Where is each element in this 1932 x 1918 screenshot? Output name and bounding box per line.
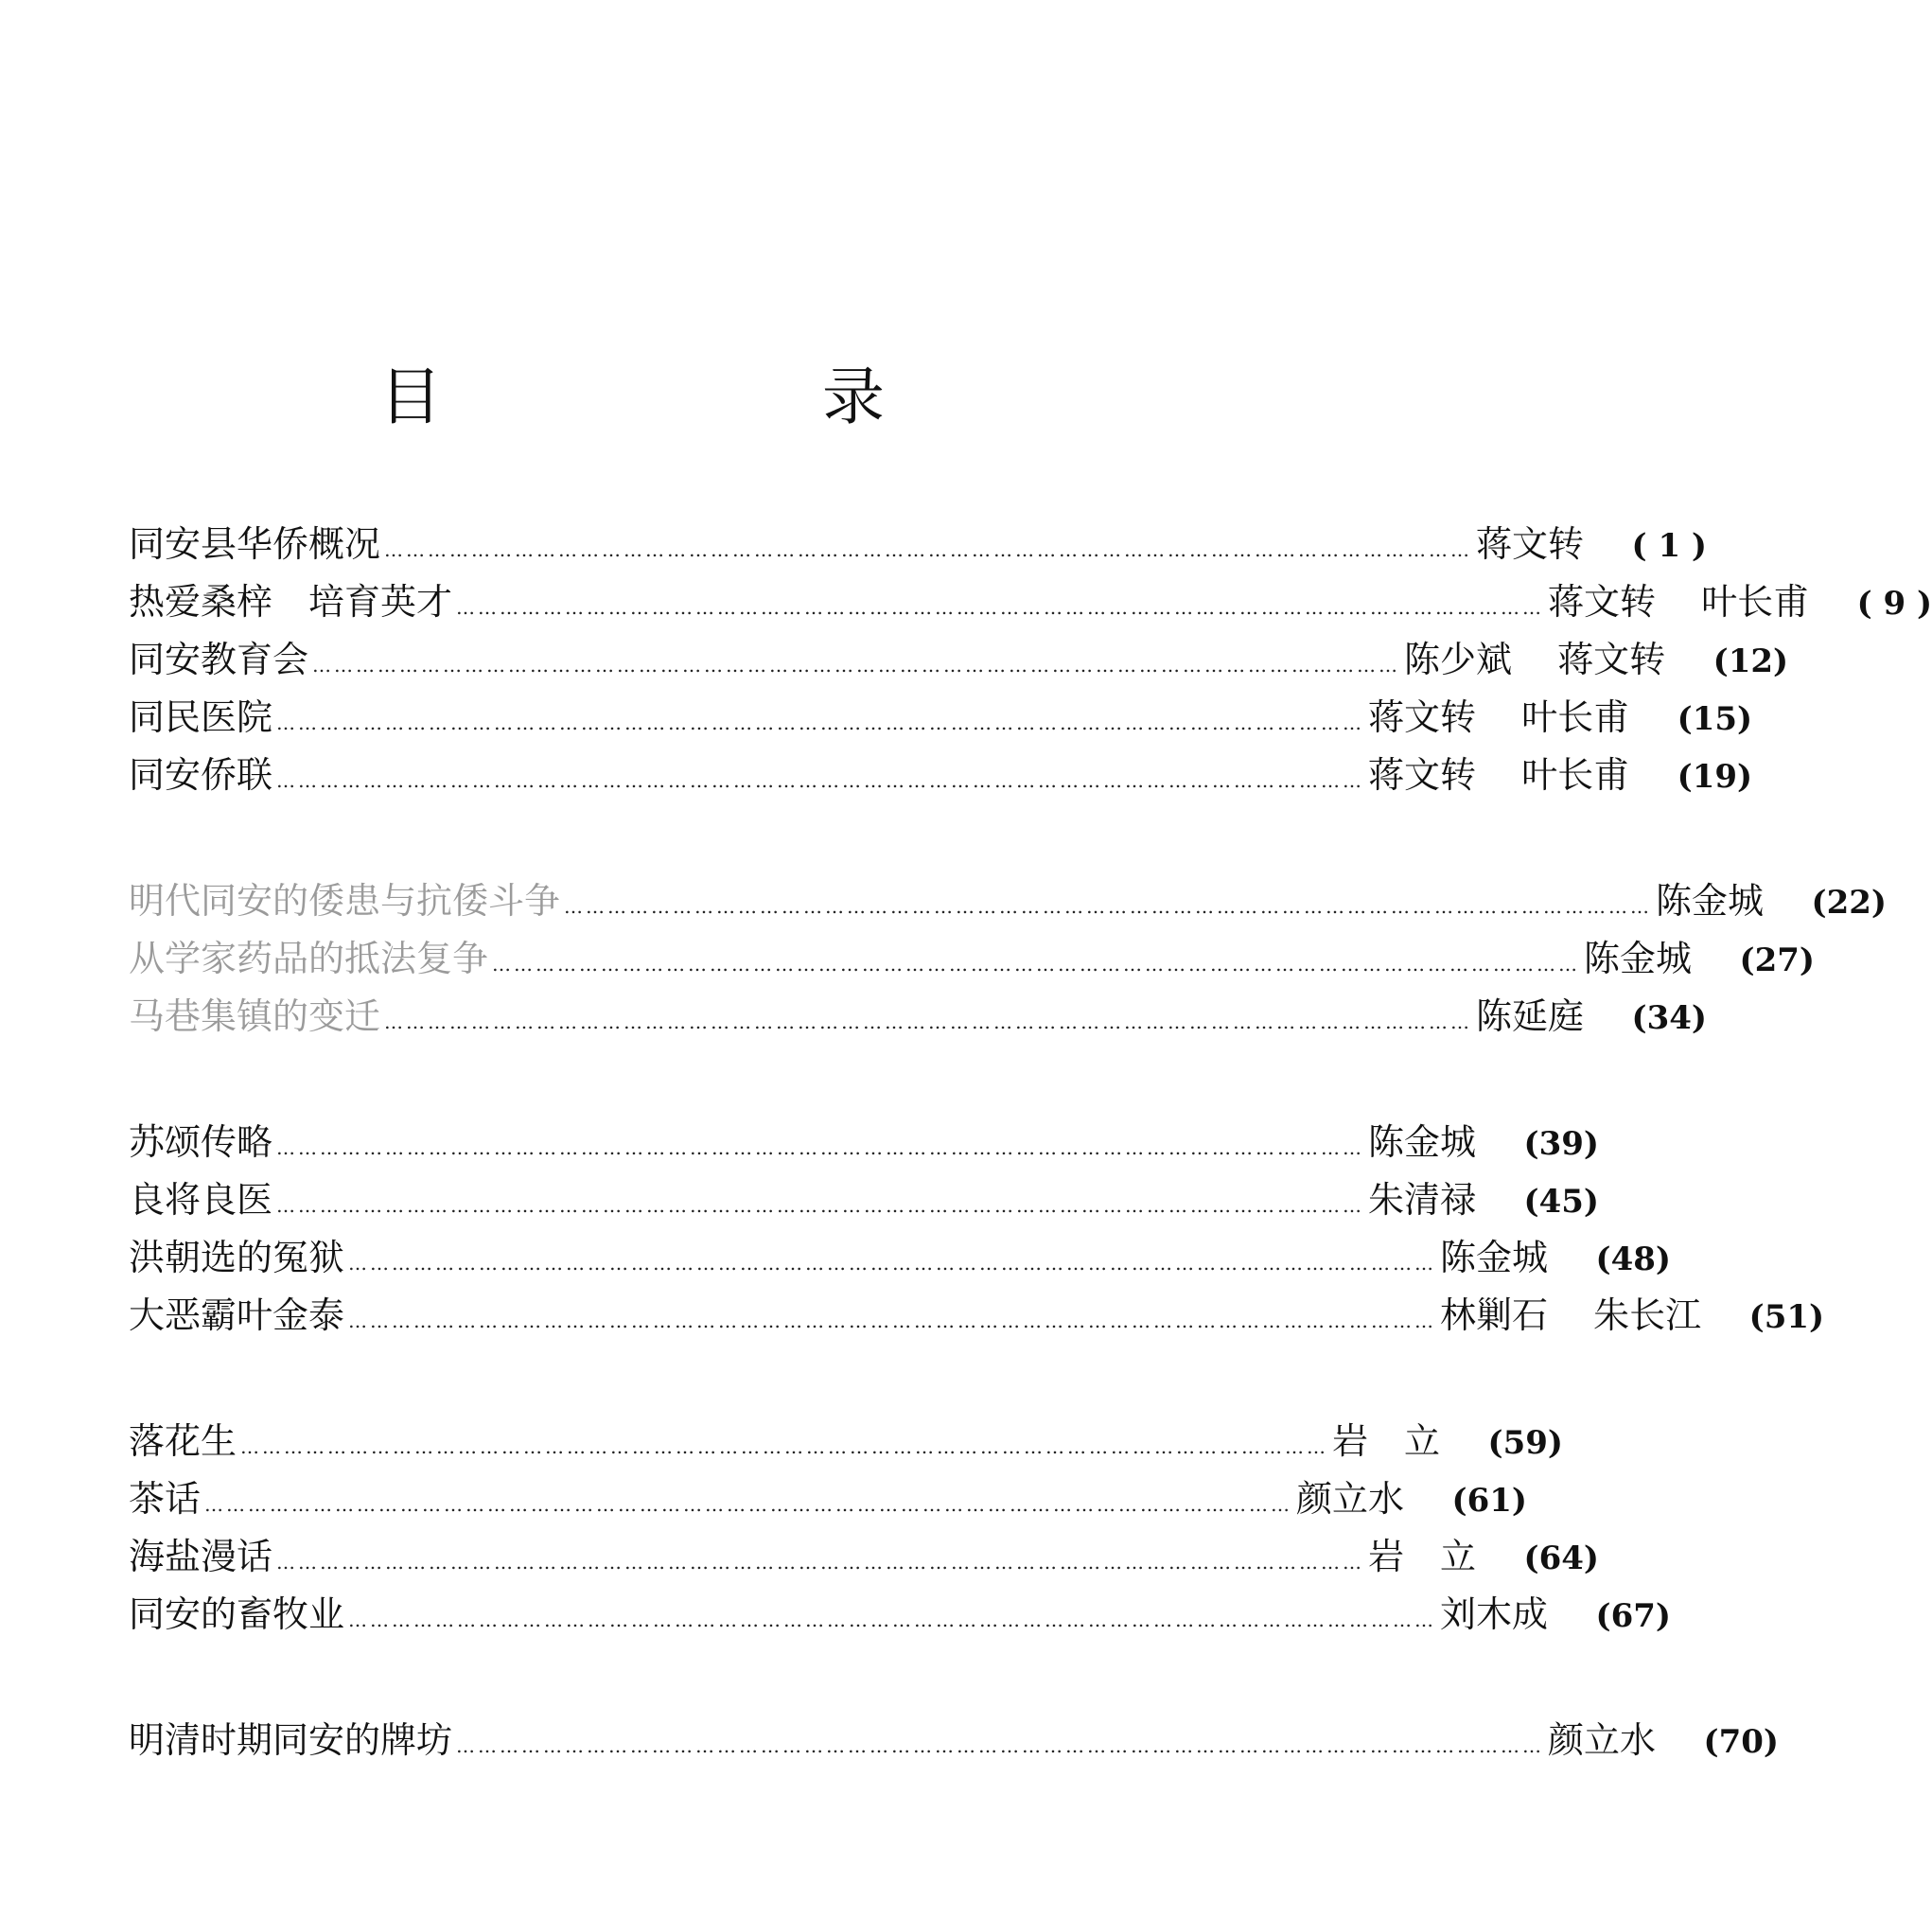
toc-group-4	[129, 1413, 1672, 1644]
entry-author: 蒋文转 叶长甫	[1548, 581, 1810, 623]
dot-leader: ……………………………………………………………………………………………………………………………………	[384, 538, 1473, 561]
dot-leader: ……………………………………………………………………………………………………………………………………	[276, 712, 1365, 734]
toc-group-5	[129, 1712, 1780, 1769]
entry-author: 陈延庭	[1476, 995, 1585, 1037]
entry-title: 大恶霸叶金泰	[129, 1294, 345, 1336]
dot-leader: ……………………………………………………………………………………………………………………………………	[348, 1609, 1437, 1631]
entry-author: 陈金城	[1368, 1121, 1477, 1163]
toc-entry	[129, 516, 1708, 573]
entry-page-number: (48)	[1595, 1241, 1672, 1278]
entry-page-number: (70)	[1703, 1723, 1780, 1761]
toc-entry	[129, 573, 1932, 631]
entry-author: 岩 立	[1332, 1420, 1441, 1462]
entry-title: 洪朝选的冤狱	[129, 1237, 345, 1278]
toc-entry	[129, 1114, 1600, 1171]
toc-entry	[129, 1287, 1825, 1345]
dot-leader: ……………………………………………………………………………………………………………………………………	[240, 1435, 1329, 1458]
entry-page-number: (22)	[1811, 884, 1888, 922]
entry-title: 明代同安的倭患与抗倭斗争	[129, 880, 561, 922]
entry-title: 同安教育会	[129, 639, 309, 680]
entry-author: 陈金城	[1656, 880, 1765, 922]
entry-title: 从学家药品的抵法复争	[129, 938, 489, 979]
entry-author: 颜立水	[1548, 1719, 1657, 1761]
entry-page-number: (45)	[1523, 1183, 1600, 1221]
entry-title: 良将良医	[129, 1179, 273, 1221]
entry-author: 林剿石 朱长江	[1440, 1294, 1702, 1336]
entry-page-number: (64)	[1523, 1540, 1600, 1577]
entry-page-number: (39)	[1523, 1125, 1600, 1163]
entry-page-number: (27)	[1739, 941, 1816, 979]
dot-leader: ……………………………………………………………………………………………………………………………………	[312, 654, 1401, 677]
toc-entry	[129, 1712, 1780, 1769]
entry-page-number: (61)	[1451, 1482, 1528, 1520]
dot-leader: ……………………………………………………………………………………………………………………………………	[348, 1252, 1437, 1275]
toc-group-2	[129, 872, 1888, 1046]
toc-entry	[129, 930, 1816, 988]
entry-title: 同安县华侨概况	[129, 523, 381, 565]
dot-leader: ……………………………………………………………………………………………………………………………………	[276, 1194, 1365, 1217]
entry-page-number: ( 9 )	[1856, 585, 1932, 623]
entry-page-number: (51)	[1748, 1298, 1825, 1336]
entry-page-number: (34)	[1631, 999, 1708, 1037]
entry-page-number: (15)	[1677, 700, 1753, 738]
dot-leader: ……………………………………………………………………………………………………………………………………	[276, 1551, 1365, 1574]
entry-title: 同民医院	[129, 696, 273, 738]
toc-entry	[129, 1413, 1564, 1470]
entry-title: 明清时期同安的牌坊	[129, 1719, 453, 1761]
toc-entry	[129, 689, 1753, 747]
toc-entry	[129, 1171, 1600, 1229]
entry-author: 蒋文转 叶长甫	[1368, 754, 1630, 796]
dot-leader: ……………………………………………………………………………………………………………………………………	[276, 769, 1365, 792]
entry-title: 落花生	[129, 1420, 237, 1462]
entry-page-number: (19)	[1677, 758, 1753, 796]
toc-entry	[129, 631, 1789, 689]
entry-author: 刘木成	[1440, 1593, 1549, 1635]
entry-title: 同安的畜牧业	[129, 1593, 345, 1635]
entry-title: 苏颂传略	[129, 1121, 273, 1163]
entry-page-number: (12)	[1712, 642, 1789, 680]
entry-author: 陈少斌 蒋文转	[1404, 639, 1666, 680]
toc-entry	[129, 1586, 1672, 1644]
toc-entry	[129, 988, 1708, 1046]
entry-title: 同安侨联	[129, 754, 273, 796]
toc-group-1	[129, 516, 1932, 804]
entry-author: 岩 立	[1368, 1536, 1477, 1577]
entry-page-number: (67)	[1595, 1597, 1672, 1635]
entry-title: 热爱桑梓 培育英才	[129, 581, 453, 623]
toc-entry	[129, 1470, 1528, 1528]
toc-entry	[129, 747, 1753, 804]
dot-leader: ……………………………………………………………………………………………………………………………………	[456, 596, 1545, 619]
entry-title: 马巷集镇的变迁	[129, 995, 381, 1037]
toc-group-3	[129, 1114, 1825, 1345]
dot-leader: ……………………………………………………………………………………………………………………………………	[204, 1493, 1293, 1516]
dot-leader: ……………………………………………………………………………………………………………………………………	[384, 1011, 1473, 1033]
toc-entry	[129, 872, 1888, 930]
entry-author: 陈金城	[1584, 938, 1693, 979]
entry-author: 蒋文转 叶长甫	[1368, 696, 1630, 738]
table-of-contents	[129, 516, 1932, 1769]
entry-author: 陈金城	[1440, 1237, 1549, 1278]
entry-title: 茶话	[129, 1478, 202, 1520]
toc-entry	[129, 1528, 1600, 1586]
toc-entry	[129, 1229, 1672, 1287]
page-title: 目 录	[379, 361, 1044, 433]
dot-leader: ……………………………………………………………………………………………………………………………………	[348, 1310, 1437, 1332]
dot-leader: ……………………………………………………………………………………………………………………………………	[456, 1734, 1545, 1757]
entry-author: 蒋文转	[1476, 523, 1585, 565]
entry-page-number: ( 1 )	[1631, 527, 1708, 565]
dot-leader: ……………………………………………………………………………………………………………………………………	[492, 953, 1581, 976]
entry-page-number: (59)	[1487, 1424, 1564, 1462]
dot-leader: ……………………………………………………………………………………………………………………………………	[564, 895, 1653, 918]
entry-title: 海盐漫话	[129, 1536, 273, 1577]
entry-author: 颜立水	[1296, 1478, 1405, 1520]
entry-author: 朱清禄	[1368, 1179, 1477, 1221]
dot-leader: ……………………………………………………………………………………………………………………………………	[276, 1136, 1365, 1159]
